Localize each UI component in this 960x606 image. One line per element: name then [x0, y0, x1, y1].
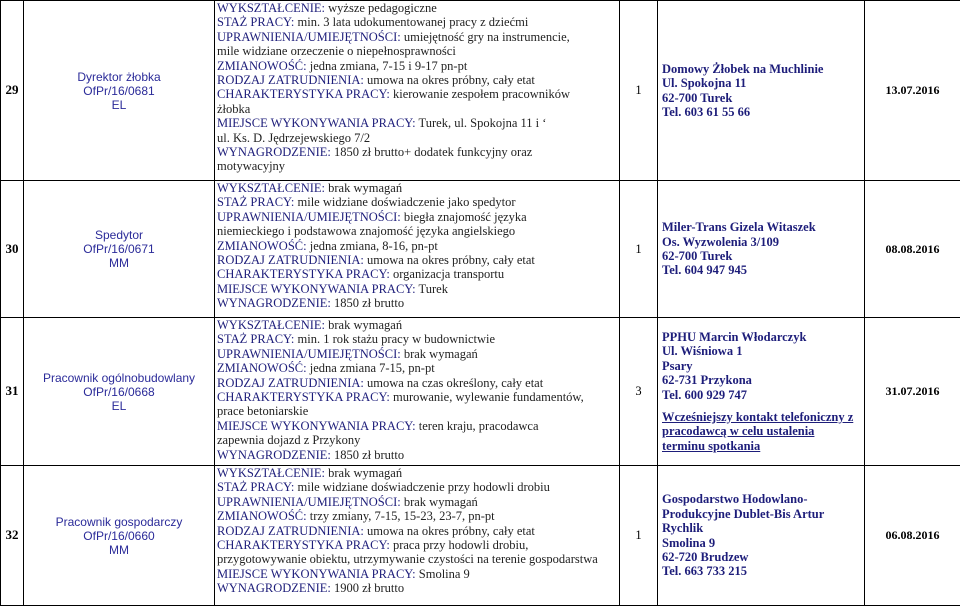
requirement-line	[217, 404, 617, 418]
requirement-value: przygotowywanie obiektu, utrzymywanie czystości na terenie gospodarstwa	[217, 552, 598, 566]
offer-date: 13.07.2016	[865, 1, 960, 181]
requirement-value: brak wymagań	[401, 347, 478, 361]
requirement-key: MIEJSCE WYKONYWANIA PRACY:	[217, 116, 416, 130]
requirement-line	[217, 145, 617, 159]
requirement-key: CHARAKTERYSTYKA PRACY:	[217, 538, 390, 552]
position-office: MM	[28, 256, 210, 270]
position-office: EL	[28, 98, 210, 112]
requirement-key: WYKSZTAŁCENIE:	[217, 466, 325, 480]
requirement-value: praca przy hodowli drobiu,	[390, 538, 529, 552]
requirement-key: ZMIANOWOŚĆ:	[217, 239, 307, 253]
table-row	[1, 318, 960, 466]
requirement-line	[217, 495, 617, 509]
employer-line: Smolina 9	[662, 536, 860, 550]
employer-line: PPHU Marcin Włodarczyk	[662, 330, 860, 344]
requirement-key: WYKSZTAŁCENIE:	[217, 1, 325, 15]
table-body	[1, 1, 960, 606]
requirement-value: umowa na okres próbny, cały etat	[364, 73, 535, 87]
requirement-line	[217, 116, 617, 130]
requirement-line	[217, 581, 617, 595]
requirement-value: brak wymagań	[325, 181, 402, 195]
requirement-key: CHARAKTERYSTYKA PRACY:	[217, 267, 390, 281]
requirement-line	[217, 73, 617, 87]
requirement-line	[217, 224, 617, 238]
requirement-value: umiejętność gry na instrumencie,	[401, 30, 570, 44]
requirement-key: WYNAGRODZENIE:	[217, 296, 331, 310]
requirement-line	[217, 361, 617, 375]
requirement-line	[217, 466, 617, 480]
requirement-line	[217, 332, 617, 346]
requirement-value: trzy zmiany, 7-15, 15-23, 23-7, pn-pt	[307, 509, 495, 523]
requirement-line	[217, 538, 617, 552]
requirement-line	[217, 210, 617, 224]
requirement-value: teren kraju, pracodawca	[416, 419, 539, 433]
requirement-line	[217, 59, 617, 73]
requirement-line	[217, 30, 617, 44]
requirement-key: UPRAWNIENIA/UMIEJĘTNOŚCI:	[217, 30, 401, 44]
requirement-value: brak wymagań	[401, 495, 478, 509]
row-number: 30	[1, 181, 24, 318]
requirement-line	[217, 253, 617, 267]
requirement-value: mile widziane orzeczenie o niepełnosprawności	[217, 44, 456, 58]
requirement-line	[217, 267, 617, 281]
requirement-key: RODZAJ ZATRUDNIENIA:	[217, 253, 364, 267]
employer-line: Miler-Trans Gizela Witaszek	[662, 220, 860, 234]
requirement-value: mile widziane doświadczenie przy hodowli drobiu	[294, 480, 549, 494]
requirement-value: mile widziane doświadczenie jako spedytor	[294, 195, 515, 209]
requirement-value: min. 1 rok stażu pracy w budownictwie	[294, 332, 495, 346]
vacancy-count: 1	[620, 181, 658, 318]
requirement-line	[217, 347, 617, 361]
employer-note: Wcześniejszy kontakt telefoniczny z pracodawcą w celu ustalenia terminu spotkania	[662, 410, 860, 453]
position-office: EL	[28, 399, 210, 413]
requirement-line	[217, 419, 617, 433]
requirement-line	[217, 567, 617, 581]
requirement-key: STAŻ PRACY:	[217, 332, 294, 346]
employer-cell	[658, 466, 865, 606]
requirement-value: umowa na okres próbny, cały etat	[364, 253, 535, 267]
requirement-value: brak wymagań	[325, 466, 402, 480]
requirement-line	[217, 87, 617, 101]
requirement-line	[217, 131, 617, 145]
requirement-key: WYNAGRODZENIE:	[217, 145, 331, 159]
requirement-key: UPRAWNIENIA/UMIEJĘTNOŚCI:	[217, 210, 401, 224]
requirement-value: wyższe pedagogiczne	[325, 1, 437, 15]
requirement-line	[217, 102, 617, 116]
requirement-line	[217, 376, 617, 390]
requirement-line	[217, 480, 617, 494]
requirement-key: CHARAKTERYSTYKA PRACY:	[217, 390, 390, 404]
requirement-value: zapewnia dojazd z Przykony	[217, 433, 360, 447]
requirement-line	[217, 1, 617, 15]
requirement-value: motywacyjny	[217, 159, 285, 173]
requirement-key: MIEJSCE WYKONYWANIA PRACY:	[217, 419, 416, 433]
requirement-key: ZMIANOWOŚĆ:	[217, 361, 307, 375]
requirements-cell	[215, 181, 620, 318]
employer-line: Gospodarstwo Hodowlano-	[662, 492, 860, 506]
requirement-key: WYKSZTAŁCENIE:	[217, 318, 325, 332]
requirement-value: jedna zmiana, 8-16, pn-pt	[307, 239, 438, 253]
requirement-line	[217, 15, 617, 29]
requirement-line	[217, 448, 617, 462]
requirement-line	[217, 318, 617, 332]
position-cell	[24, 181, 215, 318]
requirements-cell	[215, 318, 620, 466]
employer-line: 62-700 Turek	[662, 91, 860, 105]
employer-line: Psary	[662, 359, 860, 373]
row-number: 31	[1, 318, 24, 466]
offer-date: 31.07.2016	[865, 318, 960, 466]
requirement-key: WYNAGRODZENIE:	[217, 448, 331, 462]
vacancy-count: 1	[620, 1, 658, 181]
requirement-value: 1850 zł brutto	[331, 296, 404, 310]
table-row	[1, 181, 960, 318]
position-position: Pracownik ogólnobudowlany	[28, 371, 210, 385]
requirement-key: RODZAJ ZATRUDNIENIA:	[217, 73, 364, 87]
requirement-value: Smolina 9	[416, 567, 470, 581]
position-code: OfPr/16/0671	[28, 242, 210, 256]
requirement-value: umowa na okres próbny, cały etat	[364, 524, 535, 538]
row-number: 29	[1, 1, 24, 181]
employer-line: Os. Wyzwolenia 3/109	[662, 235, 860, 249]
vacancy-count: 3	[620, 318, 658, 466]
requirement-key: MIEJSCE WYKONYWANIA PRACY:	[217, 567, 416, 581]
requirement-key: ZMIANOWOŚĆ:	[217, 509, 307, 523]
requirement-value: prace betoniarskie	[217, 404, 308, 418]
employer-line: Produkcyjne Dublet-Bis Artur Rychlik	[662, 507, 860, 536]
requirement-line	[217, 282, 617, 296]
requirement-line	[217, 524, 617, 538]
requirement-line	[217, 509, 617, 523]
employer-line: Ul. Wiśniowa 1	[662, 344, 860, 358]
requirement-key: RODZAJ ZATRUDNIENIA:	[217, 376, 364, 390]
position-code: OfPr/16/0668	[28, 385, 210, 399]
employer-line: 62-700 Turek	[662, 249, 860, 263]
requirement-value: jedna zmiana 7-15, pn-pt	[307, 361, 435, 375]
position-position: Spedytor	[28, 228, 210, 242]
requirement-value: Turek	[416, 282, 448, 296]
employer-cell	[658, 181, 865, 318]
requirements-cell	[215, 466, 620, 606]
employer-line: 62-731 Przykona	[662, 373, 860, 387]
employer-line: Ul. Spokojna 11	[662, 76, 860, 90]
requirement-value: murowanie, wylewanie fundamentów,	[390, 390, 584, 404]
table-row	[1, 466, 960, 606]
requirement-value: Turek, ul. Spokojna 11 i ‘	[416, 116, 547, 130]
employer-cell	[658, 318, 865, 466]
position-cell	[24, 466, 215, 606]
offer-date: 06.08.2016	[865, 466, 960, 606]
row-number: 32	[1, 466, 24, 606]
requirement-key: WYKSZTAŁCENIE:	[217, 181, 325, 195]
requirement-line	[217, 390, 617, 404]
requirement-value: 1850 zł brutto	[331, 448, 404, 462]
requirement-value: min. 3 lata udokumentowanej pracy z dziećmi	[294, 15, 528, 29]
requirement-line	[217, 44, 617, 58]
requirement-value: umowa na czas określony, cały etat	[364, 376, 543, 390]
employer-line: 62-720 Brudzew	[662, 550, 860, 564]
requirement-line	[217, 239, 617, 253]
requirement-value: niemieckiego i podstawowa znajomość języka angielskiego	[217, 224, 515, 238]
requirement-key: STAŻ PRACY:	[217, 15, 294, 29]
requirement-key: UPRAWNIENIA/UMIEJĘTNOŚCI:	[217, 347, 401, 361]
employer-cell	[658, 1, 865, 181]
requirement-value: żłobka	[217, 102, 250, 116]
requirement-line	[217, 159, 617, 173]
employer-line: Tel. 663 733 215	[662, 564, 860, 578]
requirements-cell	[215, 1, 620, 181]
requirement-key: MIEJSCE WYKONYWANIA PRACY:	[217, 282, 416, 296]
requirement-line	[217, 181, 617, 195]
table-row	[1, 1, 960, 181]
offer-date: 08.08.2016	[865, 181, 960, 318]
position-position: Dyrektor żłobka	[28, 70, 210, 84]
requirement-value: organizacja transportu	[390, 267, 504, 281]
position-position: Pracownik gospodarczy	[28, 515, 210, 529]
requirement-key: WYNAGRODZENIE:	[217, 581, 331, 595]
requirement-value: brak wymagań	[325, 318, 402, 332]
position-code: OfPr/16/0681	[28, 84, 210, 98]
requirement-key: ZMIANOWOŚĆ:	[217, 59, 307, 73]
requirement-line	[217, 195, 617, 209]
requirement-value: 1900 zł brutto	[331, 581, 404, 595]
requirement-value: kierowanie zespołem pracowników	[390, 87, 570, 101]
employer-line: Tel. 603 61 55 66	[662, 105, 860, 119]
employer-line: Domowy Żłobek na Muchlinie	[662, 62, 860, 76]
vacancy-count: 1	[620, 466, 658, 606]
requirement-key: STAŻ PRACY:	[217, 195, 294, 209]
requirement-value: jedna zmiana, 7-15 i 9-17 pn-pt	[307, 59, 468, 73]
requirement-value: ul. Ks. D. Jędrzejewskiego 7/2	[217, 131, 370, 145]
requirement-key: CHARAKTERYSTYKA PRACY:	[217, 87, 390, 101]
position-cell	[24, 318, 215, 466]
requirement-key: UPRAWNIENIA/UMIEJĘTNOŚCI:	[217, 495, 401, 509]
requirement-line	[217, 296, 617, 310]
requirement-line	[217, 433, 617, 447]
requirement-key: RODZAJ ZATRUDNIENIA:	[217, 524, 364, 538]
position-code: OfPr/16/0660	[28, 529, 210, 543]
employer-line: Tel. 600 929 747	[662, 388, 860, 402]
requirement-key: STAŻ PRACY:	[217, 480, 294, 494]
requirement-value: 1850 zł brutto+ dodatek funkcyjny oraz	[331, 145, 532, 159]
position-office: MM	[28, 543, 210, 557]
employer-line: Tel. 604 947 945	[662, 263, 860, 277]
requirement-value: biegła znajomość języka	[401, 210, 527, 224]
position-cell	[24, 1, 215, 181]
requirement-line	[217, 552, 617, 566]
